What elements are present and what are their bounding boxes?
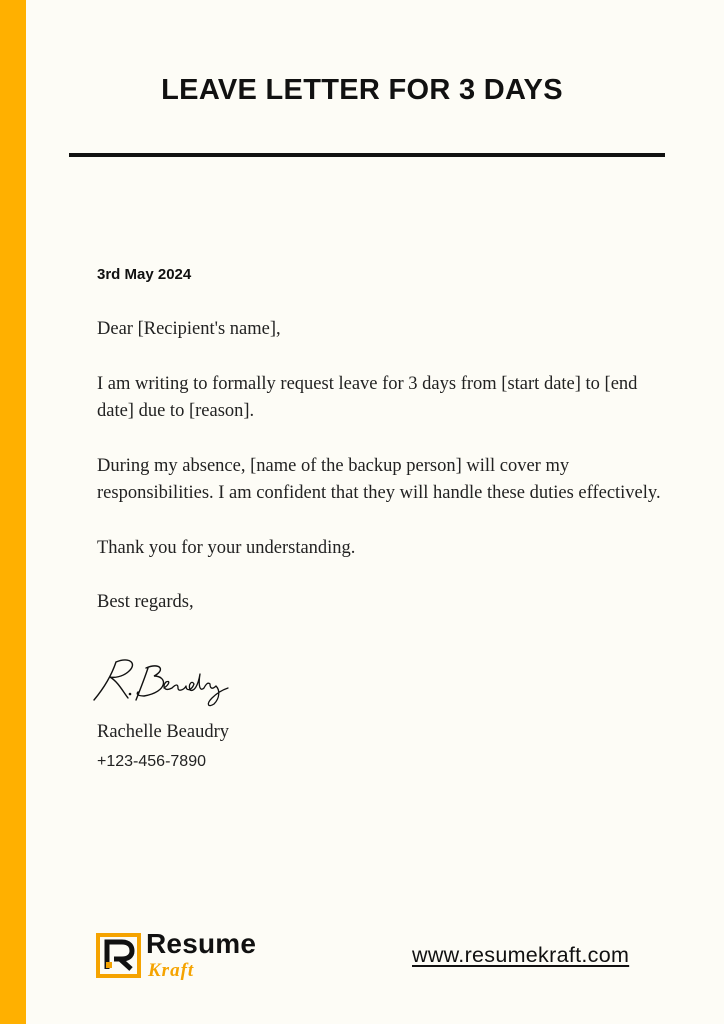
logo-word-kraft: Kraft	[148, 960, 195, 981]
website-link[interactable]: www.resumekraft.com	[412, 943, 630, 967]
logo-r-icon	[96, 933, 141, 978]
title-divider	[69, 153, 665, 157]
letter-date: 3rd May 2024	[97, 266, 192, 283]
resumekraft-logo	[96, 930, 296, 984]
logo-word-resume: Resume	[146, 928, 257, 959]
accent-side-bar	[0, 0, 26, 1024]
letter-body	[97, 316, 667, 644]
sender-phone: +123-456-7890	[97, 753, 206, 770]
paragraph-coverage: During my absence, [name of the backup person] will cover my responsibilities. I am confident that they will handle these duties effectively.	[97, 455, 661, 503]
salutation: Dear [Recipient's name],	[97, 319, 281, 339]
paragraph-request: I am writing to formally request leave for 3 days from [start date] to [end date] due to [reason].	[97, 373, 638, 421]
paragraph-thanks: Thank you for your understanding.	[97, 537, 356, 558]
sender-name: Rachelle Beaudry	[97, 722, 230, 742]
closing: Best regards,	[97, 592, 194, 612]
page-title: LEAVE LETTER FOR 3 DAYS	[161, 74, 563, 106]
handwritten-signature	[86, 654, 246, 710]
